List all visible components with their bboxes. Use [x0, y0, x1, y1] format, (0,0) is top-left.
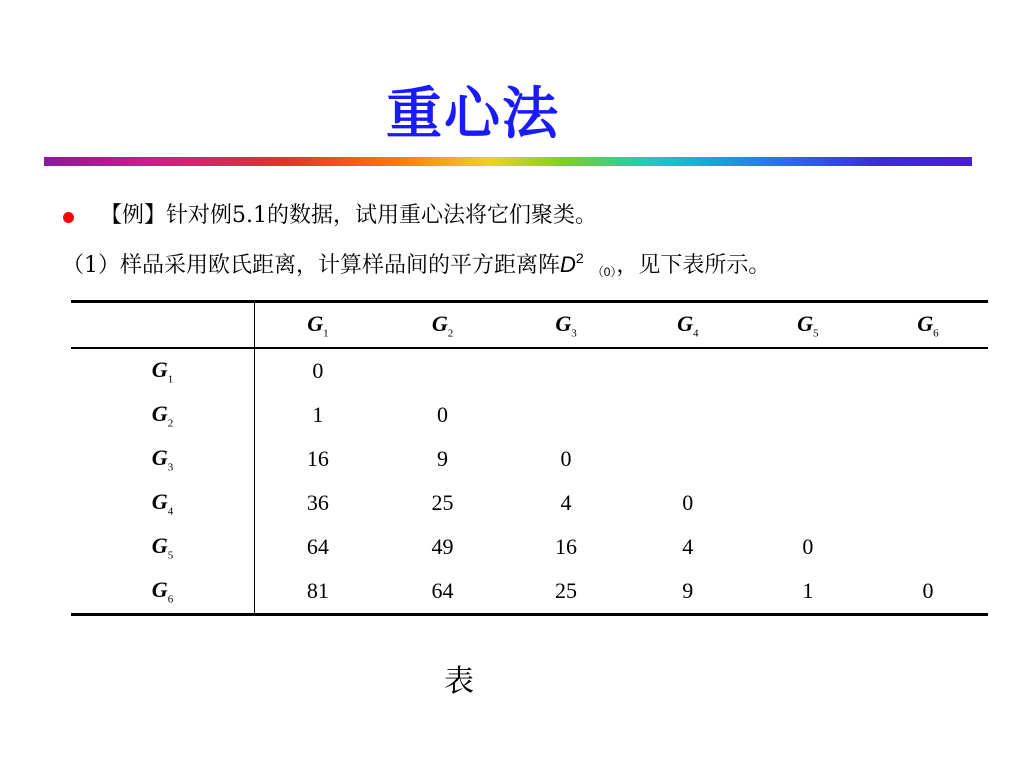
matrix-symbol: D [560, 252, 576, 277]
row-header: $G_5$ [71, 525, 255, 569]
table-caption: 表 [444, 664, 474, 699]
table-cell [748, 348, 868, 393]
row-header: $G_1$ [71, 348, 255, 393]
table-cell: 25 [504, 569, 627, 615]
table-row [71, 481, 988, 525]
table-cell [868, 525, 988, 569]
table-cell: 0 [437, 402, 449, 427]
table-corner-cell [71, 302, 255, 349]
table-cell: 9 [628, 569, 748, 615]
table-cell: 0 [868, 569, 988, 615]
column-header: $G_6$ [868, 302, 988, 349]
table-cell: 49 [431, 534, 454, 559]
table-cell [381, 348, 504, 393]
table-row [71, 437, 988, 481]
table-cell: 64 [381, 569, 504, 615]
row-header: $G_4$ [71, 481, 255, 525]
table-cell: 64 [306, 534, 329, 559]
table-header-row [71, 302, 988, 349]
table-cell: 16 [306, 446, 329, 471]
row-header: $G_6$ [71, 569, 255, 615]
step-line-suffix: ，见下表所示。 [616, 253, 771, 278]
table-cell [868, 393, 988, 437]
table-cell: 25 [431, 490, 454, 515]
table-cell: 4 [560, 490, 572, 515]
row-header: $G_2$ [71, 393, 255, 437]
table-cell [748, 393, 868, 437]
table-cell: 0 [802, 534, 814, 559]
step-line-prefix: （1）样品采用欧氏距离，计算样品间的平方距离阵 [62, 253, 560, 278]
table-cell: 16 [555, 534, 578, 559]
slide-title: 重心法 [386, 81, 560, 147]
table-cell: 0 [312, 358, 324, 383]
table-cell [628, 437, 748, 481]
rainbow-divider [44, 157, 972, 166]
table-row [71, 569, 988, 615]
table-row [71, 525, 988, 569]
table-cell [628, 393, 748, 437]
column-header: $G_4$ [628, 302, 748, 349]
column-header: $G_5$ [748, 302, 868, 349]
table-cell [868, 481, 988, 525]
column-header: $G_3$ [504, 302, 627, 349]
table-cell: 0 [682, 490, 694, 515]
table-cell: 1 [748, 569, 868, 615]
table-cell [748, 481, 868, 525]
table-cell [868, 437, 988, 481]
table-cell [504, 393, 627, 437]
matrix-subscript: （0） [591, 265, 617, 279]
row-header: $G_3$ [71, 437, 255, 481]
table-cell [628, 348, 748, 393]
step-line [62, 241, 770, 289]
table-cell: 36 [306, 490, 329, 515]
matrix-superscript: 2 [575, 250, 584, 266]
table-row [71, 393, 988, 437]
table-cell [748, 437, 868, 481]
table-cell [868, 348, 988, 393]
table-cell: 0 [560, 446, 572, 471]
table-cell: 1 [312, 402, 324, 427]
table-cell: 81 [255, 569, 381, 615]
table-cell [504, 348, 627, 393]
distance-table [71, 300, 988, 616]
table-cell: 9 [437, 446, 449, 471]
table-cell: 4 [682, 534, 694, 559]
table-row [71, 348, 988, 393]
bullet-dot-icon [63, 212, 74, 223]
column-header: $G_1$ [255, 302, 381, 349]
column-header: $G_2$ [381, 302, 504, 349]
example-line: 【例】针对例5.1的数据，试用重心法将它们聚类。 [100, 203, 597, 228]
